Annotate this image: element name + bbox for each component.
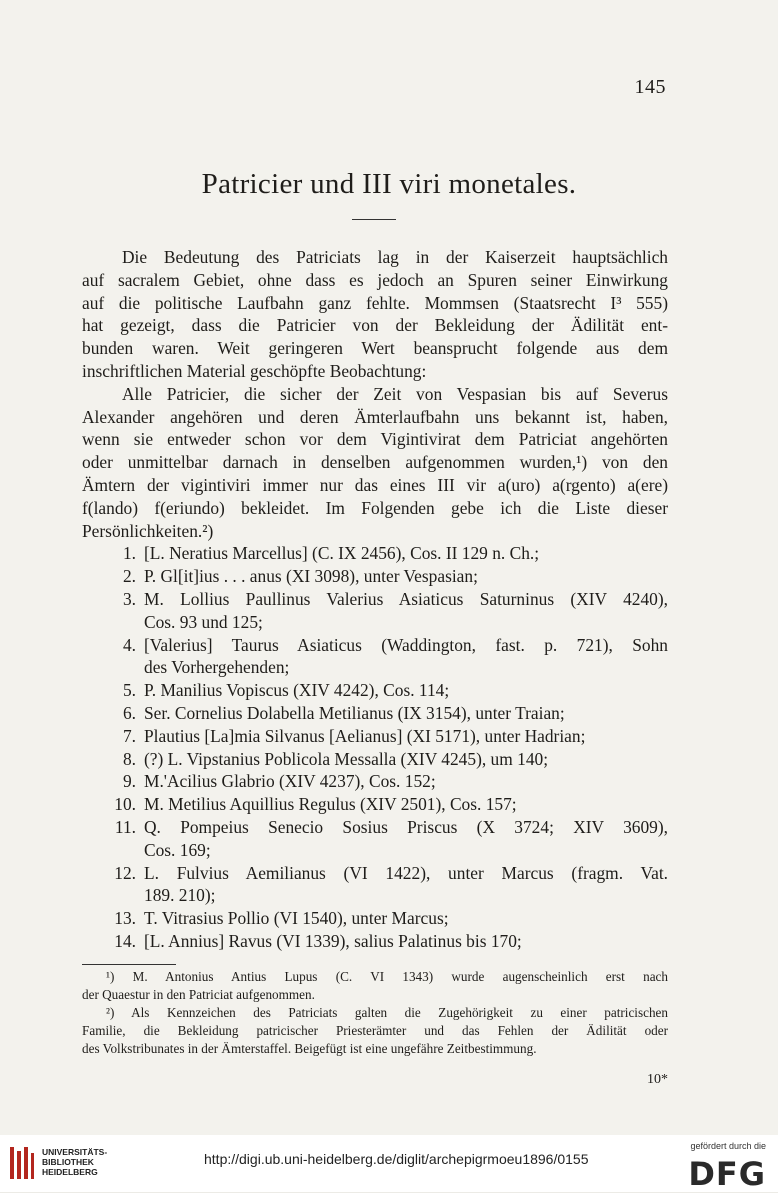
list-item-text: M. Metilius Aquillius Regulus (XIV 2501), Cos. 157; (144, 794, 517, 815)
list-item (82, 588, 668, 634)
list-item-number: 14. (114, 930, 136, 951)
list-item (82, 862, 668, 908)
text-line: auf die politische Laufbahn ganz fehlte. Mommsen (Staatsrecht I³ 555) (82, 292, 668, 313)
list-item-text: des Vorhergehenden; (144, 657, 290, 678)
intro-paragraph (82, 246, 668, 383)
list-item-text: Ser. Cornelius Dolabella Metilianus (IX 3154), unter Traian; (144, 702, 565, 723)
patrician-list (82, 542, 668, 952)
footnote-line: ¹) M. Antonius Antius Lupus (C. VI 1343) wurde augenscheinlich erst nach (106, 969, 668, 984)
list-item-number: 5. (122, 680, 136, 701)
footnote-line: Familie, die Bekleidung patricischer Priesterämter und das Fehlen der Ädilität oder (82, 1023, 668, 1038)
list-item-text: P. Gl[it]ius . . . anus (XI 3098), unter Vespasian; (144, 566, 478, 587)
list-item-text: L. Fulvius Aemilianus (VI 1422), unter Marcus (fragm. Vat. (144, 862, 668, 883)
text-line: bunden waren. Weit geringeren Wert beansprucht folgende aus dem (82, 338, 668, 359)
list-item (82, 679, 668, 702)
list-item-number: 6. (122, 702, 136, 723)
list-item-text: Plautius [La]mia Silvanus [Aelianus] (XI 5171), unter Hadrian; (144, 725, 586, 746)
list-item-number: 11. (114, 816, 136, 837)
library-name-line: HEIDELBERG (42, 1167, 98, 1177)
list-item-text: 189. 210); (144, 885, 216, 906)
text-line: auf sacralem Gebiet, ohne dass es jedoch an Spuren seiner Einwirkung (82, 269, 668, 290)
list-item-text: [L. Neratius Marcellus] (C. IX 2456), Cos. II 129 n. Ch.; (144, 543, 540, 564)
list-item-text: P. Manilius Vopiscus (XIV 4242), Cos. 114; (144, 680, 450, 701)
footnotes (82, 968, 668, 1058)
list-item (82, 907, 668, 930)
list-item-text: T. Vitrasius Pollio (VI 1540), unter Marcus; (144, 908, 449, 929)
page-title: Patricier und III viri monetales. (201, 168, 577, 200)
sheet-signature: 10* (647, 1072, 668, 1087)
text-line: Alle Patricier, die sicher der Zeit von Vespasian bis auf Severus (122, 383, 668, 404)
list-item-number: 8. (122, 748, 136, 769)
list-item (82, 725, 668, 748)
second-paragraph (82, 383, 668, 543)
list-item-number: 13. (114, 908, 136, 929)
list-item-text: Cos. 93 und 125; (144, 611, 263, 632)
list-item (82, 770, 668, 793)
list-item-number: 3. (122, 588, 136, 609)
page-number: 145 (634, 76, 666, 98)
text-line: Die Bedeutung des Patriciats lag in der Kaiserzeit hauptsächlich (122, 247, 668, 267)
list-item-text: Cos. 169; (144, 839, 211, 860)
list-item-text: [L. Annius] Ravus (VI 1339), salius Palatinus bis 170; (144, 930, 522, 951)
footnote-divider (82, 964, 176, 965)
text-line: inschriftlichen Material geschöpfte Beobachtung: (82, 360, 427, 381)
list-item-number: 4. (122, 634, 136, 655)
list-item (82, 634, 668, 680)
list-item (82, 816, 668, 862)
text-line: f(lando) f(eriundo) bekleidet. Im Folgenden gebe ich die Liste dieser (82, 497, 668, 518)
university-library-logo-icon (8, 1143, 36, 1183)
footer-bar (0, 1135, 778, 1192)
footnote-line: der Quaestur in den Patriciat aufgenommen. (82, 987, 315, 1002)
dfg-logo: DFG (688, 1155, 766, 1193)
list-item-text: [Valerius] Taurus Asiaticus (Waddington, fast. p. 721), Sohn (144, 634, 668, 655)
text-line: Alexander angehören und deren Ämterlaufbahn uns bekannt ist, haben, (82, 406, 668, 427)
list-item-number: 1. (122, 543, 136, 564)
footnote-line: des Volkstribunates in der Ämterstaffel. Beigefügt ist eine ungefähre Zeitbestimmung. (82, 1041, 537, 1056)
list-item-number: 9. (122, 771, 136, 792)
list-item-number: 7. (122, 725, 136, 746)
title-divider (352, 219, 396, 220)
list-item (82, 542, 668, 565)
body-text (82, 246, 668, 953)
text-line: hat gezeigt, dass die Patricier von der Bekleidung der Ädilität ent- (82, 315, 668, 336)
library-name (42, 1147, 107, 1177)
text-line: wenn sie entweder schon vor dem Vigintivirat dem Patriciat angehörten (82, 429, 668, 450)
list-item-text: M. Lollius Paullinus Valerius Asiaticus Saturninus (XIV 4240), (144, 588, 668, 609)
text-line: Ämtern der vigintiviri immer nur das eines III vir a(uro) a(rgento) a(ere) (82, 474, 668, 495)
list-item (82, 793, 668, 816)
list-item (82, 930, 668, 953)
footnote (82, 1004, 668, 1058)
library-name-line: UNIVERSITÄTS- (42, 1147, 108, 1157)
list-item-number: 2. (122, 566, 136, 587)
text-line: oder unmittelbar darnach in denselben aufgenommen wurden,¹) von den (82, 452, 668, 473)
text-line: Persönlichkeiten.²) (82, 520, 214, 541)
list-item (82, 565, 668, 588)
list-item-text: Q. Pompeius Senecio Sosius Priscus (X 3724; XIV 3609), (144, 816, 668, 837)
library-name-line: BIBLIOTHEK (42, 1157, 94, 1167)
list-item-number: 12. (114, 862, 136, 883)
list-item-text: M.'Acilius Glabrio (XIV 4237), Cos. 152; (144, 771, 436, 792)
funded-by-label: gefördert durch die (690, 1141, 766, 1151)
list-item (82, 748, 668, 771)
footnote-line: ²) Als Kennzeichen des Patriciats galten die Zugehörigkeit zu einer patricischen (106, 1005, 668, 1020)
footnote (82, 968, 668, 1004)
list-item-number: 10. (114, 794, 136, 815)
list-item (82, 702, 668, 725)
source-url-link[interactable]: http://digi.ub.uni-heidelberg.de/diglit/archepigrmoeu1896/0155 (204, 1151, 589, 1167)
list-item-text: (?) L. Vipstanius Poblicola Messalla (XIV 4245), um 140; (144, 748, 549, 769)
